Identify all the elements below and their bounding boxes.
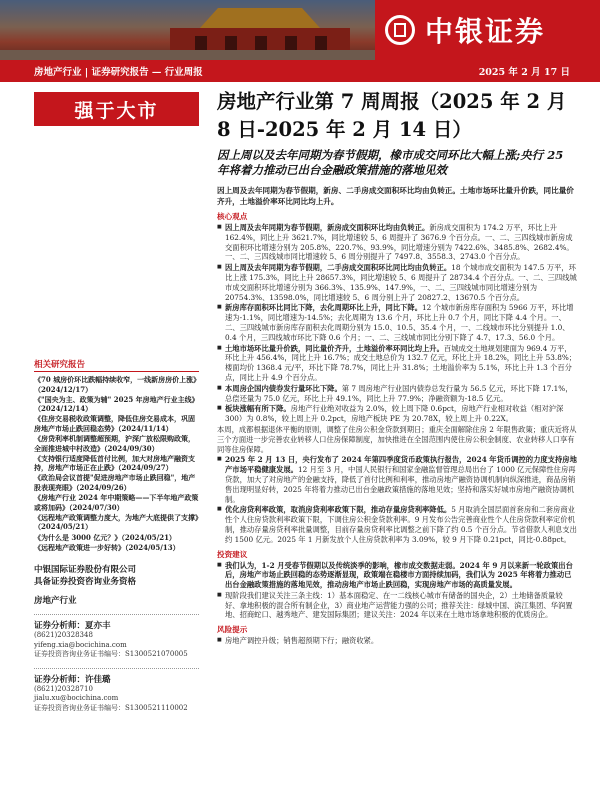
sidebar (34, 358, 199, 713)
industry-label: 房地产行业 (34, 596, 77, 607)
risk-title: 风险提示 (217, 625, 248, 635)
analyst-name: 证券分析师：夏亦丰 (34, 621, 111, 632)
analyst-info: 证券投资咨询业务证书编号：S1300521070005 (34, 650, 188, 659)
invest-advice-title: 投资建议 (217, 549, 248, 559)
bullet-item: ■ 板块涨幅有所下降。房地产行业绝对收益为 2.0%，较上周下降 0.6pct，房地产行业相对收益（相对沪深 300）为 0.8%，较上周上升 0.2pct，房地产板块 PE 为 20.78X，较上周上升 0.22X。 (217, 404, 577, 424)
header-banner (0, 0, 600, 60)
brand-logo (375, 0, 600, 60)
report-title: 房地产行业第 7 周周报（2025 年 2 月 8 日-2025 年 2 月 14 日） (217, 90, 567, 141)
related-report-item[interactable]: 《支持银行适度降低首付比例，加大对房地产融资支持，房地产市场正在止跌》（2024/09/27） (34, 453, 195, 473)
invest-advice-2: ■ 现阶段我们建议关注三条主线：1）基本面稳定、在一二线核心城市有储备的国央企，2）土地储备质量较好、拿地积极的混合所有制企业，3）商业地产运营能力强的公司；推荐关注：绿城中国、滨江集团、华润置地、招商蛇口、越秀地产、建发国际集团；建议关注：2024 年以来在土地市场拿地积极的优质房企。 (217, 591, 577, 620)
related-report-item[interactable]: 《住房交易税收政策调整，降低住房交易成本，巩固房地产市场止跌回稳态势》（2024/11/14） (34, 414, 195, 433)
main-content (217, 88, 577, 646)
related-research-list (34, 375, 199, 552)
rating-badge: 强于大市 (34, 92, 199, 126)
palace-roof (200, 8, 320, 28)
company-name: 中银国际证券股份有限公司 具备证券投资咨询业务资格 (34, 565, 137, 588)
related-report-item[interactable]: 《"国央为主、政策为辅" 2025 年房地产行业主线》（2024/12/14） (34, 394, 199, 414)
policy-bullets (217, 455, 577, 544)
analyst-info: (8621)20328348 (34, 631, 93, 640)
related-report-item[interactable]: 《为什么是 3000 亿元？》（2024/05/21） (34, 532, 176, 542)
bullet-item: ■ 新房库存面积环比同比下降，去化周期环比上升，同比下降。12 个城市新房库存面积为 5966 万平，环比增速为-1.1%，同比增速为-14.5%；去化周期为 13.6 个月，环比上升 0.7 个月，同比下降 4.4 个月。一、二、三四线城市新房库存面积去化周期分别为 15.0、10.5、35.4 个月，一、二线城市环比分别提升 1.0、0.4 个月，三四线城市环比下降 0.6 个月；一、二、三线城市同比分别下降了 4.7、17.3、56.0 个月。 (217, 303, 577, 342)
bullet-item: ■ 土地市场环比量升价跌，同比量价齐升，土地溢价率环同比均上升。百城成交土地规划建面为 969.4 万平，环比上升 456.4%，同比上升 16.7%；成交土地总价为 132.7 亿元，环比上升 18.2%，同比上升 53.8%；楼面均价 1368.4 元/平，环比下降 78.7%，同比上升 31.8%；土地溢价率为 5.1%，环比上升 1.3 个百分点，同比上升 4.9 个百分点。 (217, 344, 577, 383)
analyst-info: 证券投资咨询业务证书编号：S1300521110002 (34, 703, 188, 712)
policy-paragraph: 本周，成都根据退休平衡的原则，调整了住房公积金贷款到期日；重庆全面解除住房 2 年限售政策；重庆近将从三个方面进一步完善农业转移人口住房保障制度，加快推进在全国范围内使住房公积金制度、农业转移人口享有同等住房保障。 (217, 424, 577, 454)
analyst-card (34, 614, 199, 660)
related-report-item[interactable]: 《远程地产政策调整力度大，为地产大底提供了支撑》（2024/05/21） (34, 512, 199, 532)
report-date: 2025 年 2 月 17 日 (478, 67, 570, 78)
analyst-info[interactable]: jialu.xu@bocichina.com (34, 694, 119, 703)
bullet-item: ■ 因上周及去年同期为春节假期，新房成交面积环比均由负转正。新房成交面积为 174.2 万平，环比上升 162.4%，同比上升 3621.7%，同比增速较 5、6 周提升了 3676.9 个百分点。一、二、三四线城市新房成交面积环比增速分别为 205.8%、220.7%、93.9%，同比增速分别为 7422.6%、3485.8%、2682.4%。一、二、三四线城市同比增速较 5、6 周分别提升了 7497.8、3558.3、2743.0 个百分点。 (217, 223, 577, 262)
analyst-list (34, 614, 199, 713)
report-subtitle: 因上周以及去年同期为春节假期，橡市成交同环比大幅上涨;央行 25 年将着力推动已出台金融政策措施的落地见效 (217, 148, 564, 177)
related-report-item[interactable]: 《远程地产政策进一步好转》（2024/05/13） (34, 542, 180, 552)
core-views-title: 核心观点 (217, 212, 248, 221)
report-intro: 因上周及去年同期为春节假期，新房、二手房成交面积环比均由负转正。土地市场环比量升价跌，同比量价齐升，土地溢价率环比同比均上升。 (217, 186, 574, 206)
related-report-item[interactable]: 《房贷利率机制调整超预期，沪深广放松限购政策，全面推进城中村改造》（2024/09/30） (34, 434, 195, 453)
risk-text: ■ 房地产调控升级；销售超预期下行；融资收紧。 (217, 636, 577, 646)
bullet-item: ■ 因上周及去年同期为春节假期，二手房成交面积环比同比均由负转正。18 个城市成交面积为 147.5 万平，环比上涨 175.3%，同比上升 28657.3%，同比增速较 5、6 周提升了 28734.4 个百分点。一、二、三四线城市成交面积环比增速分别为 366.3%、135.9%、147.9%，一、二、三四线城市同比增速分别为 20754.3%、13598.0%，同比增速较 5、6 周分别上升了 20827.2、13670.5 个百分点。 (217, 263, 577, 302)
boc-logo-icon (385, 15, 415, 45)
analyst-name: 证券分析师：许佳璐 (34, 674, 111, 685)
related-research-title: 相关研究报告 (34, 358, 199, 372)
related-report-item[interactable]: 《房地产行业 2024 年中期策略——下半年地产政策或将加码》（2024/07/30） (34, 493, 199, 512)
report-category: 房地产行业 | 证券研究报告 — 行业周报 (34, 67, 203, 78)
related-report-item[interactable]: 《政治局会议首提"促进房地产市场止跌回稳"，地产股表现亮眼》（2024/09/26） (34, 473, 196, 493)
bullet-item: ■ 本周房企国内债券发行量环比下降。第 7 周房地产行业国内债券总发行量为 56.5 亿元，环比下降 17.1%，总偿还量为 75.0 亿元，环比上升 49.1%，同比上升 77.9%；净融资额为-18.5 亿元。 (217, 384, 577, 404)
invest-advice: ■ 我们认为，1-2 月受春节假期以及传统淡季的影响，橡市成交数据走弱。2024 年 9 月以来新一轮政策出台后，房地产市场止跌回稳的态势逐渐显现，政策端在稳楼市方面持续加码，我们认为 2025 年将着力推动已出台金融政策措施的落地见效，推动房地产市场止跌回稳，实现房地产市场的高质量发展。 (217, 561, 577, 590)
analyst-info[interactable]: yifeng.xia@bocichina.com (34, 640, 127, 649)
core-bullets (217, 223, 577, 424)
analyst-info: (8621)20328710 (34, 684, 93, 693)
related-report-item[interactable]: 《70 城房价环比跌幅持续收窄，一线新房房价上涨》（2024/12/17） (34, 375, 197, 394)
analyst-card (34, 668, 199, 714)
report-category-bar (0, 60, 600, 82)
bullet-item: ■ 2025 年 2 月 13 日，央行发布了 2024 年第四季度货币政策执行报告，2024 年货币调控的力度支持房地产市场平稳健康发展。12 月至 3 月，中国人民银行和国家金融监督管理总局出台了 1000 亿元保障性住房再贷款，加大了对房地产的金融支持，降低了首付比例和利率，推动房地产融资协调机制向纵深推进，商品房销售出现明显好转，2025 年将着力推动已出台金融政策措施的落地见效；坚持和落实好城市房地产融资协调机制。 (217, 455, 577, 504)
bullet-item: ■ 优化房贷利率政策，取消房贷利率政策下限，推动存量房贷利率降低。5 月取消全国层面首套房和二套房商业性个人住房贷款利率政策下限，下调住房公积金贷款利率。9 月发布公告完善商业性个人住房贷款利率定价机制，推动存量房贷利率批量调整，目前存量房贷利率比调整之前下降了约 0.5 个百分点。节省借款人利息支出约 1500 亿元。2025 年 1 月新发放个人住房贷款利率为 3.09%，较 9 月下降 0.21pct，同比-0.88pct。 (217, 505, 577, 544)
brand-name: 中银证券 (425, 15, 546, 48)
